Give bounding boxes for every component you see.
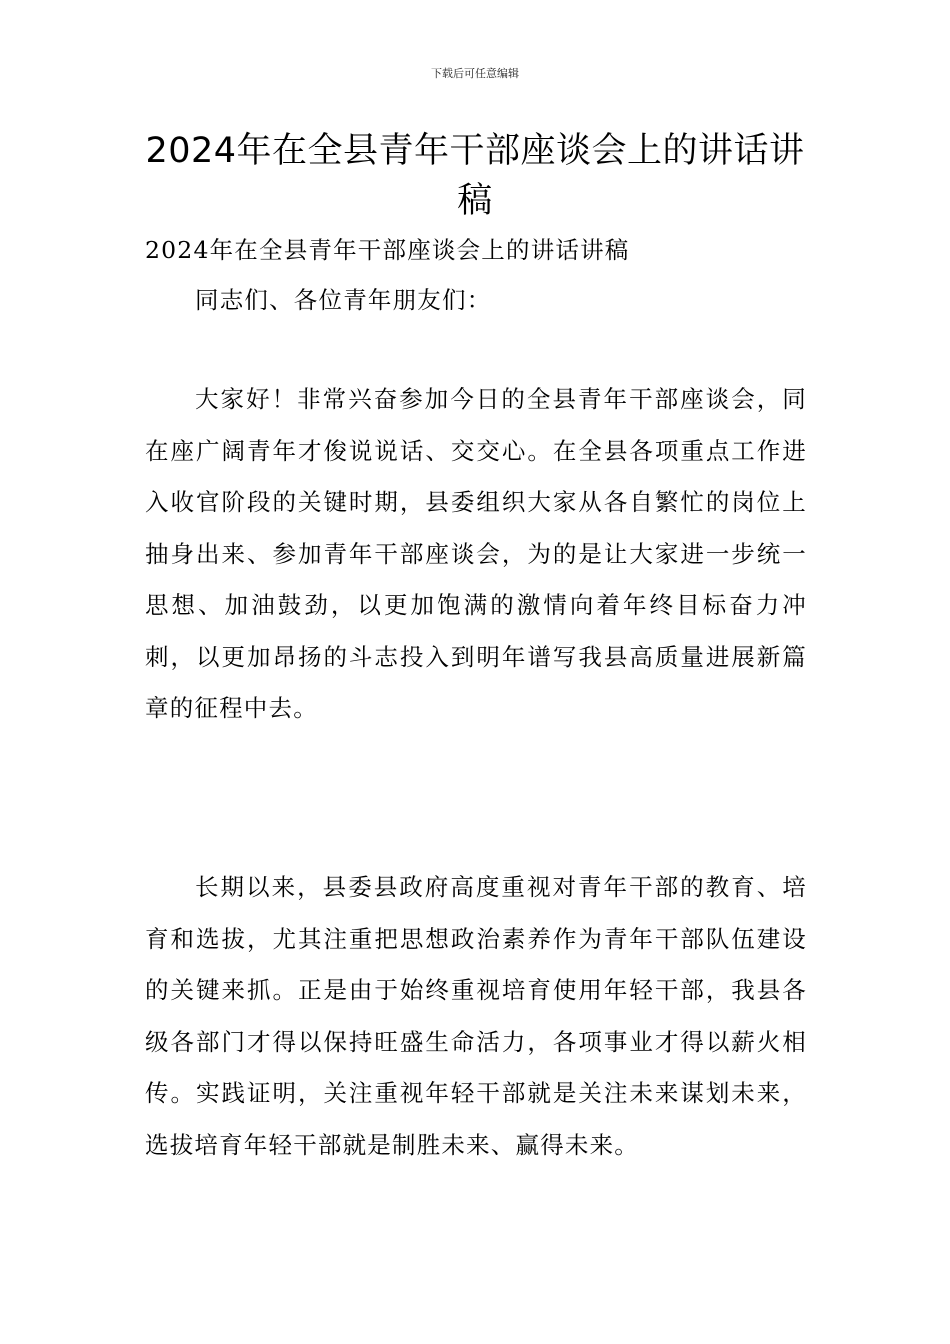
header-note: 下载后可任意编辑 — [431, 67, 519, 80]
body-paragraph-1: 大家好！非常兴奋参加今日的全县青年干部座谈会，同在座广阔青年才俊说说话、交交心。在全县各项重点工作进入收官阶段的关键时期，县委组织大家从各自繁忙的岗位上抽身出来、参加青年干部座谈会，为的是让大家进一步统一思想、加油鼓劲，以更加饱满的激情向着年终目标奋力冲刺，以更加昂扬的斗志投入到明年谱写我县高质量进展新篇章的征程中去。 — [145, 385, 807, 722]
document-title: 2024年在全县青年干部座谈会上的讲话讲稿 — [145, 131, 805, 221]
greeting-line: 同志们、各位青年朋友们： — [195, 286, 492, 314]
subtitle-line: 2024年在全县青年干部座谈会上的讲话讲稿 — [145, 236, 630, 264]
body-paragraph-2: 长期以来，县委县政府高度重视对青年干部的教育、培育和选拔，尤其注重把思想政治素养作为青年干部队伍建设的关键来抓。正是由于始终重视培育使用年轻干部，我县各级各部门才得以保持旺盛生命活力，各项事业才得以薪火相传。实践证明，关注重视年轻干部就是关注未来谋划未来，选拔培育年轻干部就是制胜未来、赢得未来。 — [145, 873, 807, 1159]
